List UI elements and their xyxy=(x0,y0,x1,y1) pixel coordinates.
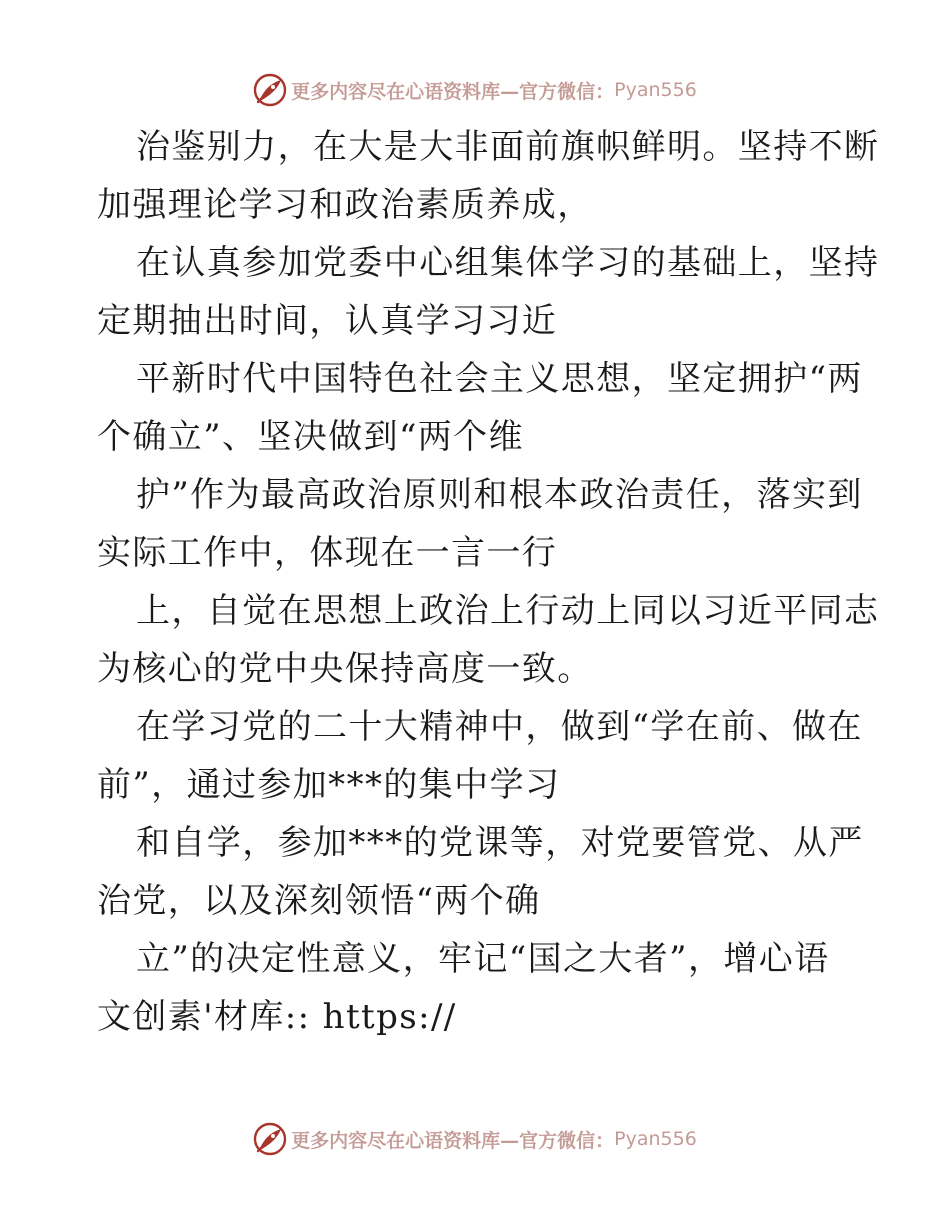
banner-contact-id: Pyan556 xyxy=(614,79,697,101)
header-banner xyxy=(0,70,950,110)
text-line: 上，自觉在思想上政治上行动上同以习近平同志 xyxy=(136,591,880,631)
text-line: 个确立”、坚决做到“两个维 xyxy=(97,417,524,457)
pen-nib-logo-icon xyxy=(253,1122,287,1156)
text-line: 治党，以及深刻领悟“两个确 xyxy=(97,881,541,921)
pen-nib-logo-icon xyxy=(253,73,287,107)
banner-title: 更多内容尽在心语资料库—官方微信： xyxy=(291,1129,615,1152)
banner-title: 更多内容尽在心语资料库—官方微信： xyxy=(291,80,615,103)
text-line: 和自学，参加***的党课等，对党要管党、从严 xyxy=(136,823,864,863)
text-line: 文创素'材库:: https:// xyxy=(97,997,457,1037)
banner-contact-id: Pyan556 xyxy=(614,1128,697,1150)
text-line: 实际工作中，体现在一言一行 xyxy=(97,533,558,573)
footer-banner xyxy=(0,1119,950,1159)
text-line: 立”的决定性意义，牢记“国之大者”，增心语 xyxy=(136,939,830,979)
document-body xyxy=(97,118,880,1046)
text-line: 平新时代中国特色社会主义思想，坚定拥护“两 xyxy=(136,359,863,399)
text-line: 前”，通过参加***的集中学习 xyxy=(97,765,561,805)
text-line: 为核心的党中央保持高度一致。 xyxy=(97,649,593,689)
text-line: 加强理论学习和政治素质养成， xyxy=(97,185,593,225)
text-line: 治鉴别力，在大是大非面前旗帜鲜明。坚持不断 xyxy=(136,127,880,167)
text-line: 护”作为最高政治原则和根本政治责任，落实到 xyxy=(136,475,863,515)
text-line: 定期抽出时间，认真学习习近 xyxy=(97,301,558,341)
text-line: 在认真参加党委中心组集体学习的基础上，坚持 xyxy=(136,243,880,283)
text-line: 在学习党的二十大精神中，做到“学在前、做在 xyxy=(136,707,863,747)
